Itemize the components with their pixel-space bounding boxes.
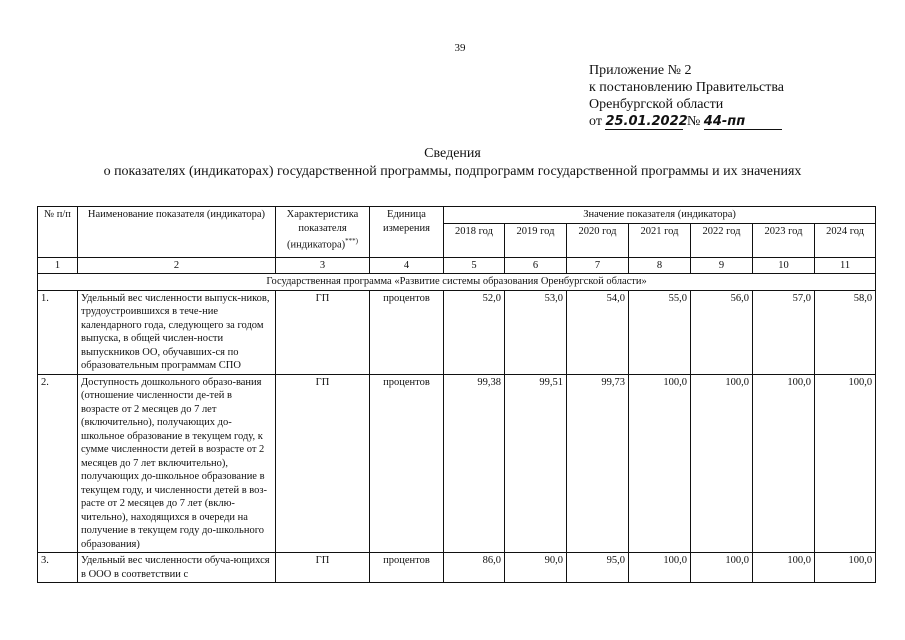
table-row [38, 374, 876, 553]
date-prefix: от [589, 114, 602, 129]
program-title-row [38, 274, 876, 291]
table-row [38, 553, 876, 583]
number-sign: № [686, 114, 701, 129]
row-characteristic: ГП [276, 374, 370, 553]
header-name: Наименование показателя (индикатора) [78, 207, 276, 258]
header-year: 2019 год [505, 223, 567, 257]
row-value: 100,0 [691, 374, 753, 553]
column-number: 8 [629, 257, 691, 274]
handwritten-number: 44-пп [704, 115, 782, 130]
indicators-table [37, 206, 876, 583]
row-value: 57,0 [753, 290, 815, 374]
header-year: 2018 год [444, 223, 505, 257]
row-value: 52,0 [444, 290, 505, 374]
column-number: 9 [691, 257, 753, 274]
row-value: 99,38 [444, 374, 505, 553]
column-number: 6 [505, 257, 567, 274]
program-title: Государственная программа «Развитие системы образования Оренбургской области» [38, 274, 876, 291]
header-row-1 [38, 207, 876, 224]
header-year: 2020 год [567, 223, 629, 257]
header-year: 2022 год [691, 223, 753, 257]
row-value: 86,0 [444, 553, 505, 583]
row-indicator-name: Доступность дошкольного образо-вания (отношение численности де-тей в возрасте от 2 месяцев до 7 лет (включительно), получающих до-школьное образование в текущем году, к сумме численности детей в возрасте от 2 месяцев до 7 лет включительно), получающих до-школьное образование в текущем году, и численности детей в воз-расте от 2 месяцев до 7 лет (вклю-чительно), находящихся в очереди на получение в текущем году до-школьного образования) [78, 374, 276, 553]
page-number: 39 [454, 42, 466, 54]
header-year: 2021 год [629, 223, 691, 257]
column-number-row [38, 257, 876, 274]
row-unit: процентов [370, 553, 444, 583]
header-characteristic [276, 207, 370, 258]
row-characteristic: ГП [276, 553, 370, 583]
row-value: 99,51 [505, 374, 567, 553]
column-number: 2 [78, 257, 276, 274]
row-value: 100,0 [629, 374, 691, 553]
row-value: 100,0 [815, 374, 876, 553]
document-subtitle: о показателях (индикаторах) государственной программы, подпрограмм государственной программы и их значениях [103, 164, 802, 179]
row-indicator-name: Удельный вес численности выпуск-ников, трудоустроившихся в тече-ние календарного года, следующего за годом выпуска, в общей числен-ности выпускников ОО, обучавших-ся по образовательным программам СПО [78, 290, 276, 374]
row-characteristic: ГП [276, 290, 370, 374]
appendix-line-1: Приложение № 2 [589, 63, 692, 78]
row-value: 95,0 [567, 553, 629, 583]
row-value: 53,0 [505, 290, 567, 374]
row-value: 100,0 [629, 553, 691, 583]
table-row [38, 290, 876, 374]
column-number: 7 [567, 257, 629, 274]
header-year: 2023 год [753, 223, 815, 257]
row-value: 100,0 [753, 553, 815, 583]
header-characteristic-text: Характеристика показателя (индикатора) [286, 209, 359, 251]
header-year: 2024 год [815, 223, 876, 257]
column-number: 3 [276, 257, 370, 274]
row-num: 2. [38, 374, 78, 553]
row-value: 99,73 [567, 374, 629, 553]
column-number: 11 [815, 257, 876, 274]
row-value: 100,0 [691, 553, 753, 583]
column-number: 4 [370, 257, 444, 274]
row-num: 3. [38, 553, 78, 583]
appendix-line-2: к постановлению Правительства [589, 80, 785, 95]
header-characteristic-footnote: ***) [345, 237, 358, 245]
row-unit: процентов [370, 290, 444, 374]
header-num: № п/п [38, 207, 78, 258]
row-num: 1. [38, 290, 78, 374]
appendix-line-3: Оренбургской области [589, 97, 724, 112]
column-number: 1 [38, 257, 78, 274]
appendix-block [589, 62, 784, 130]
handwritten-date: 25.01.2022 [605, 114, 688, 129]
row-value: 58,0 [815, 290, 876, 374]
column-number: 10 [753, 257, 815, 274]
row-value: 55,0 [629, 290, 691, 374]
document-title: Сведения [424, 146, 481, 161]
row-indicator-name: Удельный вес численности обуча-ющихся в ООО в соответствии с [78, 553, 276, 583]
row-value: 54,0 [567, 290, 629, 374]
appendix-date-line [589, 113, 784, 130]
row-unit: процентов [370, 374, 444, 553]
row-value: 56,0 [691, 290, 753, 374]
column-number: 5 [444, 257, 505, 274]
header-value-group: Значение показателя (индикатора) [444, 207, 876, 224]
row-value: 90,0 [505, 553, 567, 583]
row-value: 100,0 [815, 553, 876, 583]
header-unit: Единица измерения [370, 207, 444, 258]
row-value: 100,0 [753, 374, 815, 553]
